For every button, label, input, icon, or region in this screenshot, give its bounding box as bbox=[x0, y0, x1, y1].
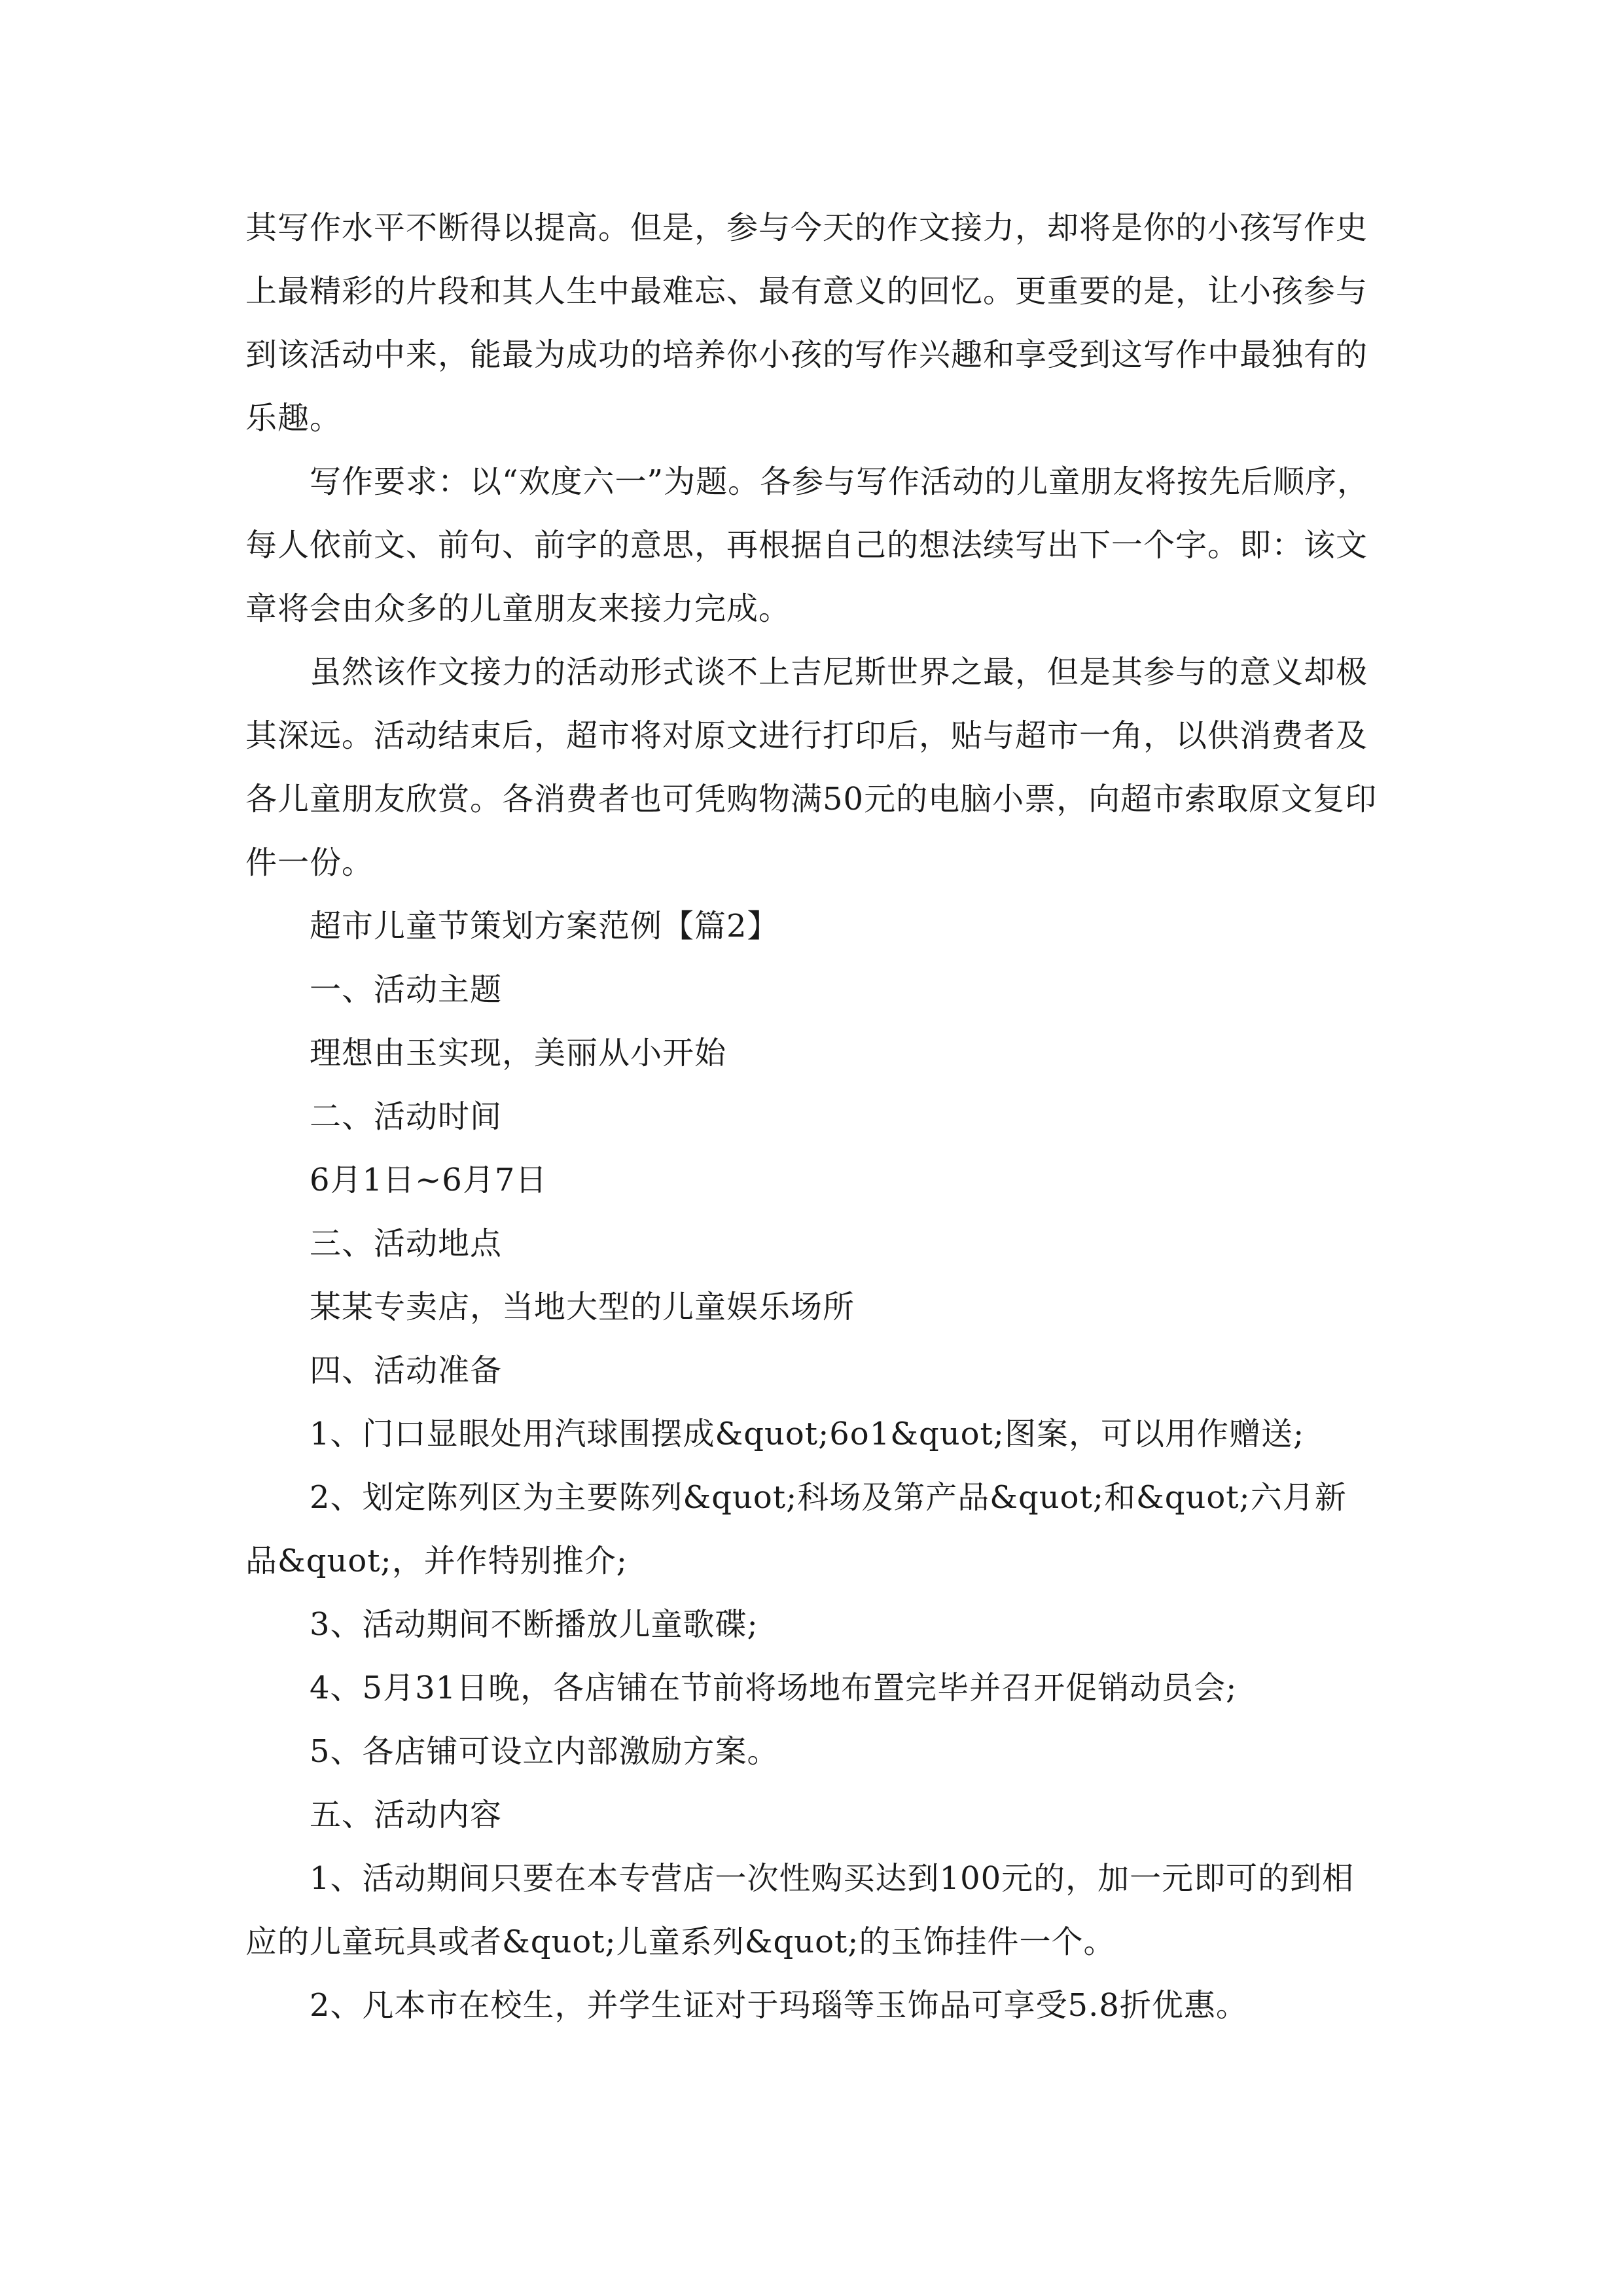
paragraph-continuation: 其写作水平不断得以提高。但是，参与今天的作文接力，却将是你的小孩写作史上最精彩的片段和其人生中最难忘、最有意义的回忆。更重要的是，让小孩参与到该活动中来，能最为成功的培养你小孩的写作兴趣和享受到这写作中最独有的乐趣。 bbox=[245, 209, 1368, 437]
heading-activity-time: 二、活动时间 bbox=[310, 1098, 503, 1135]
text-activity-location: 某某专卖店，当地大型的儿童娱乐场所 bbox=[310, 1289, 855, 1325]
paragraph-writing-requirements: 写作要求：以“欢度六一”为题。各参与写作活动的儿童朋友将按先后顺序，每人依前文、前句、前字的意思，再根据自己的想法续写出下一个字。即：该文章将会由众多的儿童朋友来接力完成。 bbox=[245, 463, 1370, 627]
list-item-preparation-5: 5、各店铺可设立内部激励方案。 bbox=[310, 1733, 779, 1770]
text-activity-theme: 理想由玉实现，美丽从小开始 bbox=[310, 1035, 727, 1071]
list-item-preparation-2: 2、划定陈列区为主要陈列&quot;科场及第产品&quot;和&quot;六月新品&quot;，并作特别推介; bbox=[245, 1479, 1347, 1579]
heading-activity-content: 五、活动内容 bbox=[310, 1797, 503, 1833]
heading-activity-theme: 一、活动主题 bbox=[310, 971, 503, 1008]
list-item-content-1: 1、活动期间只要在本专营店一次性购买达到100元的，加一元即可的到相应的儿童玩具或者&quot;儿童系列&quot;的玉饰挂件一个。 bbox=[245, 1860, 1355, 1960]
text-activity-time: 6月1日~6月7日 bbox=[310, 1162, 548, 1198]
heading-activity-location: 三、活动地点 bbox=[310, 1225, 503, 1262]
section-title: 超市儿童节策划方案范例【篇2】 bbox=[310, 908, 779, 944]
list-item-preparation-3: 3、活动期间不断播放儿童歌碟; bbox=[310, 1606, 758, 1643]
list-item-content-2: 2、凡本市在校生，并学生证对于玛瑙等玉饰品可享受5.8折优惠。 bbox=[310, 1987, 1248, 2024]
list-item-preparation-4: 4、5月31日晚，各店铺在节前将场地布置完毕并召开促销动员会; bbox=[310, 1670, 1238, 1706]
paragraph-significance: 虽然该作文接力的活动形式谈不上吉尼斯世界之最，但是其参与的意义却极其深远。活动结束后，超市将对原文进行打印后，贴与超市一角，以供消费者及各儿童朋友欣赏。各消费者也可凭购物满50元的电脑小票，向超市索取原文复印件一份。 bbox=[245, 654, 1378, 881]
document-body bbox=[245, 196, 1378, 2037]
heading-activity-preparation: 四、活动准备 bbox=[310, 1352, 503, 1389]
list-item-preparation-1: 1、门口显眼处用汽球围摆成&quot;6o1&quot;图案，可以用作赠送; bbox=[310, 1416, 1305, 1452]
